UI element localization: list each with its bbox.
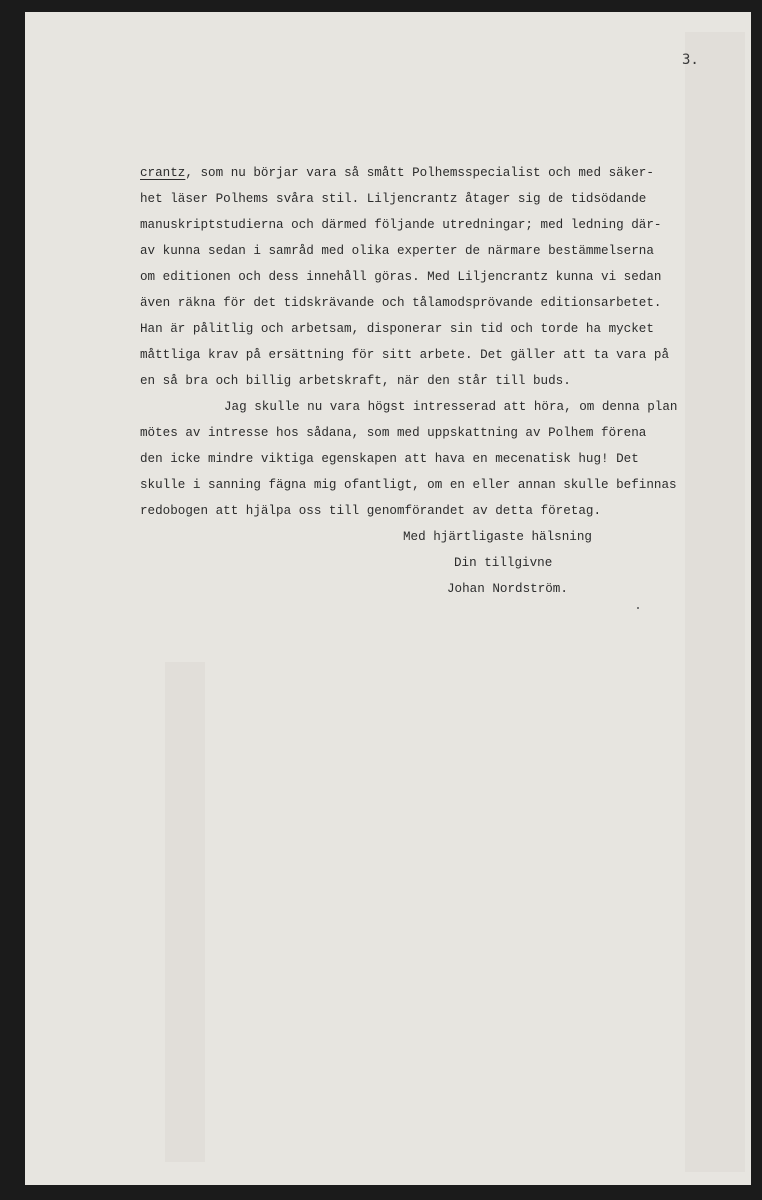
closing-greeting: Med hjärtligaste hälsning bbox=[403, 530, 592, 544]
text-line: en så bra och billig arbetskraft, när den står till buds. bbox=[140, 374, 571, 388]
text-line: måttliga krav på ersättning för sitt arbete. Det gäller att ta vara på bbox=[140, 348, 670, 362]
letter-body bbox=[140, 160, 740, 602]
bleed-through-mark bbox=[165, 662, 205, 1162]
ink-dot bbox=[637, 607, 639, 609]
text-line: av kunna sedan i samråd med olika experter de närmare bestämmelserna bbox=[140, 244, 654, 258]
text-line: manuskriptstudierna och därmed följande utredningar; med ledning där- bbox=[140, 218, 662, 232]
text-line: om editionen och dess innehåll göras. Med Liljencrantz kunna vi sedan bbox=[140, 270, 662, 284]
text-line: Han är pålitlig och arbetsam, disponerar sin tid och torde ha mycket bbox=[140, 322, 654, 336]
text-line bbox=[140, 160, 740, 186]
text-line: het läser Polhems svåra stil. Liljencrantz åtager sig de tidsödande bbox=[140, 192, 647, 206]
text-line: den icke mindre viktiga egenskapen att hava en mecenatisk hug! Det bbox=[140, 452, 639, 466]
closing-valediction: Din tillgivne bbox=[454, 556, 553, 570]
document-page bbox=[25, 12, 751, 1185]
line-rest: , som nu börjar vara så smått Polhemsspecialist och med säker- bbox=[185, 166, 654, 180]
underlined-word: crantz bbox=[140, 166, 186, 180]
text-line: redobogen att hjälpa oss till genomförandet av detta företag. bbox=[140, 504, 602, 518]
page-number: 3. bbox=[682, 52, 699, 68]
text-line: även räkna för det tidskrävande och tålamodsprövande editionsarbetet. bbox=[140, 296, 662, 310]
text-line: mötes av intresse hos sådana, som med uppskattning av Polhem förena bbox=[140, 426, 647, 440]
signature: Johan Nordström. bbox=[447, 582, 568, 596]
text-line: Jag skulle nu vara högst intresserad att höra, om denna plan bbox=[224, 400, 678, 414]
text-line: skulle i sanning fägna mig ofantligt, om en eller annan skulle befinnas bbox=[140, 478, 677, 492]
